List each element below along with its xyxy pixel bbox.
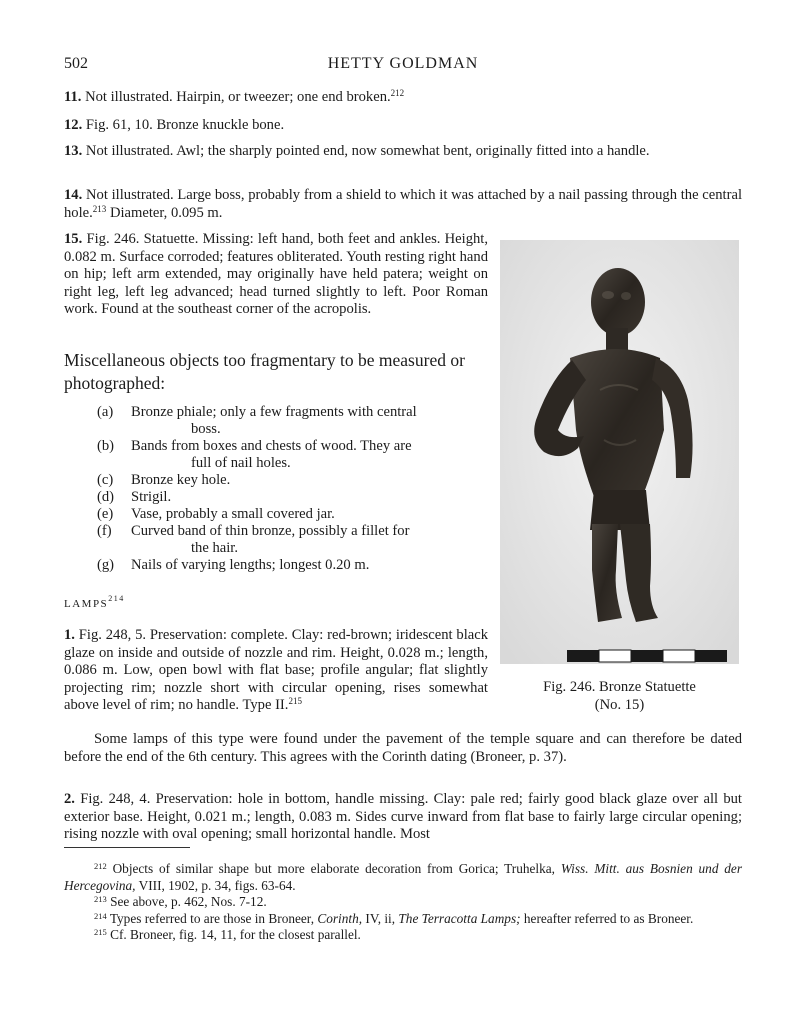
entry-11 — [64, 89, 742, 107]
footnote-rule — [64, 847, 190, 848]
entry-number: 11. — [64, 89, 82, 105]
lamps-paragraph: Some lamps of this type were found under the pavement of the temple square and can therefore be dated before the end of the 6th century. This agrees with the Corinth dating (Broneer, p. 37). — [64, 731, 742, 765]
entry-text: Not illustrated. Awl; the sharply pointed end, now somewhat bent, originally fitted into a handle. — [85, 143, 650, 159]
running-header — [64, 55, 742, 77]
entry-number: 14. — [64, 187, 83, 203]
page-number: 502 — [64, 55, 88, 72]
lamp-entry-1 — [64, 627, 488, 715]
entry-text: Fig. 248, 4. Preservation: hole in bottom, handle missing. Clay: pale red; fairly good black glaze over all but exterior base. Height, 0.021 m.; length, 0.083 m. Sides curve inward from flat base to fairly large circular opening; rising nozzle with oval opening; small horizontal handle. Most — [64, 791, 742, 842]
footnotes — [64, 861, 742, 944]
footnote-ref: 214 — [108, 594, 125, 603]
entry-text: Not illustrated. Hairpin, or tweezer; one end broken. — [85, 89, 391, 105]
lamp-entry-2 — [64, 791, 742, 844]
entry-number: 13. — [64, 143, 83, 159]
list-item: (d) Strigil. — [97, 489, 172, 505]
footnote-ref: 213 — [92, 203, 107, 214]
list-item: (c) Bronze key hole. — [97, 472, 231, 488]
entry-number: 1. — [64, 627, 75, 643]
running-title: HETTY GOLDMAN — [327, 55, 479, 72]
footnote-ref: 215 — [288, 696, 302, 706]
entry-number: 12. — [64, 117, 83, 133]
list-item: (b) Bands from boxes and chests of wood. They are full of nail holes. — [97, 438, 412, 471]
list-item: (a) Bronze phiale; only a few fragments with central boss. — [97, 404, 417, 437]
misc-heading: Miscellaneous objects too fragmentary to be measured or photographed: — [64, 350, 465, 393]
statuette-photograph — [500, 240, 739, 664]
entry-14 — [64, 187, 742, 222]
caption-line-1: Fig. 246. Bronze Statuette — [543, 679, 696, 695]
entry-15 — [64, 231, 488, 319]
entry-13 — [64, 143, 742, 161]
lamps-heading: LAMPS$^{214}$ — [64, 594, 125, 610]
footnote-215: $^{215}$ Cf. Broneer, fig. 14, 11, for the closest parallel. — [94, 927, 361, 942]
footnote-212: $^{212}$ Objects of similar shape but more elaborate decoration from Gorica; Truhelka, Wiss. Mitt. aus Bosnien und der Hercegovina, VIII, 1902, p. 34, figs. 63-64. — [64, 861, 743, 893]
misc-list — [97, 404, 487, 574]
entry-text: Fig. 248, 5. Preservation: complete. Clay: red-brown; iridescent black glaze on inside and outside of nozzle and rim. Height, 0.028 m.; length, 0.086 m. Low, open bowl with flat base; profile angular; flat slightly projecting rim; nozzle short with circular opening, rises somewhat above level of rim; no handle. Type II. — [64, 627, 488, 713]
caption-line-2: (No. 15) — [594, 697, 645, 713]
footnote-213: $^{213}$ See above, p. 462, Nos. 7-12. — [94, 894, 267, 909]
entry-number: 2. — [64, 791, 75, 807]
entry-number: 15. — [64, 231, 83, 247]
entry-12 — [64, 117, 742, 135]
statuette-figure — [500, 240, 739, 664]
list-item: (e) Vase, probably a small covered jar. — [97, 506, 335, 522]
entry-text: Fig. 61, 10. Bronze knuckle bone. — [85, 117, 285, 133]
footnote-214: $^{214}$ Types referred to are those in Broneer, Corinth, IV, ii, The Terracotta Lamps; hereafter referred to as Broneer. — [94, 910, 694, 926]
entry-text-b: Diameter, 0.095 m. — [109, 204, 223, 221]
list-item: (f) Curved band of thin bronze, possibly a fillet for the hair. — [97, 523, 410, 556]
list-item: (g) Nails of varying lengths; longest 0.20 m. — [97, 557, 370, 573]
footnote-ref: 212 — [390, 88, 405, 98]
figure-caption — [500, 678, 739, 714]
entry-text: Fig. 246. Statuette. Missing: left hand, both feet and ankles. Height, 0.082 m. Surface corroded; features obliterated. Youth resting right hand on hip; left arm extended, may originally have held patera; weight on right leg, left leg advanced; head turned slightly to left. Poor Roman work. Found at the southeast corner of the acropolis. — [64, 231, 489, 317]
entry-text: Not illustrated. Large boss, probably from a shield to which it was attached by a nail passing through the central hole. — [64, 187, 742, 221]
